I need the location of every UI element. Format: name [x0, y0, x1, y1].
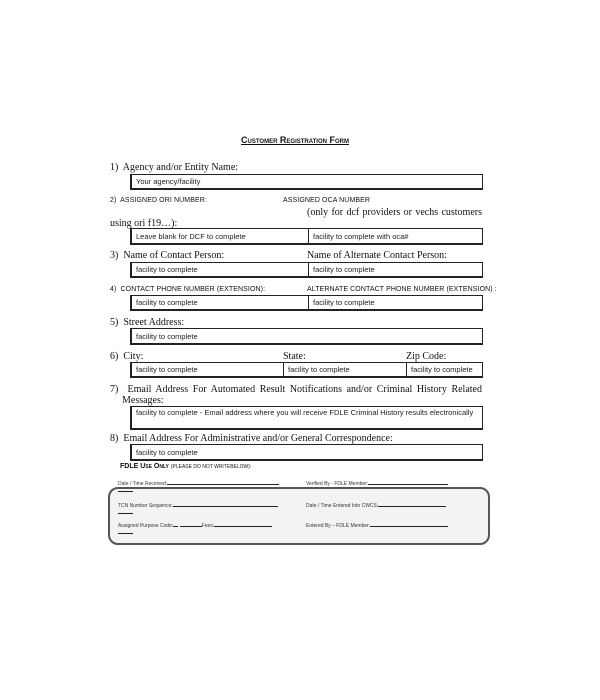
result-email-box — [130, 406, 483, 430]
q2-note: (only for dcf providers or vechs customers — [307, 207, 482, 218]
phone-box — [130, 295, 483, 311]
ori-number-input[interactable] — [132, 229, 308, 243]
q7-number: 7) — [110, 384, 119, 395]
oca-number-input[interactable] — [308, 229, 482, 243]
fdle-heading — [120, 463, 251, 470]
line-continuation — [118, 491, 133, 492]
contact-person-input[interactable] — [132, 263, 308, 276]
q4-text: CONTACT PHONE NUMBER (EXTENSION): — [120, 286, 266, 293]
q1-number: 1) — [110, 162, 119, 173]
city-state-zip-box — [130, 362, 483, 378]
result-email-input[interactable] — [132, 407, 482, 428]
tcn-line[interactable] — [173, 501, 278, 507]
alt-contact-person-input[interactable] — [308, 263, 482, 276]
q8-number: 8) — [110, 433, 119, 444]
q1-text: Agency and/or Entity Name: — [122, 162, 239, 173]
q6-number: 6) — [110, 351, 119, 362]
date-entered-label: Date / Time Entered Into CWCS: — [306, 503, 379, 509]
q3-text: Name of Contact Person: — [123, 250, 225, 261]
fees-line[interactable] — [214, 521, 272, 527]
q3-label — [110, 250, 224, 261]
ori-oca-box — [130, 228, 483, 245]
page-title: Customer Registration Form — [241, 135, 349, 145]
admin-email-box — [130, 444, 483, 461]
q5-label — [110, 317, 184, 328]
city-input[interactable] — [132, 363, 283, 376]
entered-by-label: Entered By – FDLE Member: — [306, 523, 371, 529]
tcn-field — [118, 501, 278, 509]
entered-by-field — [306, 521, 448, 529]
agency-name-input[interactable] — [132, 175, 482, 188]
zip-input[interactable] — [406, 363, 482, 376]
q6-text: City: — [123, 351, 144, 362]
contact-person-box — [130, 262, 483, 278]
admin-email-input[interactable] — [132, 445, 482, 459]
q5-number: 5) — [110, 317, 119, 328]
q3-number: 3) — [110, 250, 119, 261]
q7-label-cont: Messages: — [122, 395, 164, 406]
alt-contact-phone-input[interactable] — [308, 296, 482, 309]
q5-text: Street Address: — [123, 317, 185, 328]
q4-number: 4) — [110, 286, 117, 293]
contact-phone-input[interactable] — [132, 296, 308, 309]
q2-label2: ASSIGNED OCA NUMBER — [283, 197, 371, 204]
street-address-input[interactable] — [132, 329, 482, 343]
q6-label3: Zip Code: — [406, 351, 447, 362]
q1-label — [110, 162, 238, 173]
date-received-label: Date / Time Received: — [118, 481, 168, 487]
date-entered-field — [306, 501, 446, 509]
verified-by-line[interactable] — [368, 479, 448, 485]
purpose-code-label: Assigned Purpose Code: — [118, 523, 174, 529]
fdle-note: (PLEASE DO NOT WRITEBELOW): — [170, 464, 252, 470]
q2-text: ASSIGNED ORI NUMBER: — [120, 197, 207, 204]
fdle-use-panel — [108, 487, 490, 545]
street-address-box — [130, 328, 483, 345]
verified-by-label: Verified By - FDLE Member: — [306, 481, 369, 487]
q4-label — [110, 286, 265, 293]
q8-text: Email Address For Administrative and/or General Correspondence: — [123, 433, 393, 444]
line-continuation — [118, 533, 133, 534]
q2-label — [110, 197, 207, 204]
state-input[interactable] — [283, 363, 406, 376]
q7-text: Email Address For Automated Result Notifications and/or Criminal History Related — [127, 384, 482, 395]
purpose-code-field — [118, 521, 272, 529]
q7-label — [110, 384, 482, 395]
q6-label — [110, 351, 143, 362]
date-received-line[interactable] — [167, 479, 279, 485]
q6-label2: State: — [283, 351, 306, 362]
fdle-heading-text: FDLE Use Only — [120, 463, 169, 470]
date-received-field — [118, 479, 279, 487]
verified-by-field — [306, 479, 448, 487]
purpose-code-line[interactable] — [173, 521, 178, 527]
agency-name-box — [130, 174, 483, 190]
purpose-code-line2 — [180, 521, 202, 527]
line-continuation — [118, 513, 133, 514]
tcn-label: TCN Number Sequence: — [118, 503, 173, 509]
date-entered-line[interactable] — [378, 501, 446, 507]
q3-label2: Name of Alternate Contact Person: — [307, 250, 447, 261]
entered-by-line[interactable] — [370, 521, 448, 527]
q8-label — [110, 433, 393, 444]
fees-label: Fees: — [201, 523, 215, 529]
q2-number: 2) — [110, 197, 117, 204]
q2-note2: using ori f19…): — [110, 218, 178, 229]
q4-label2: ALTERNATE CONTACT PHONE NUMBER (EXTENSION) : — [307, 286, 497, 293]
